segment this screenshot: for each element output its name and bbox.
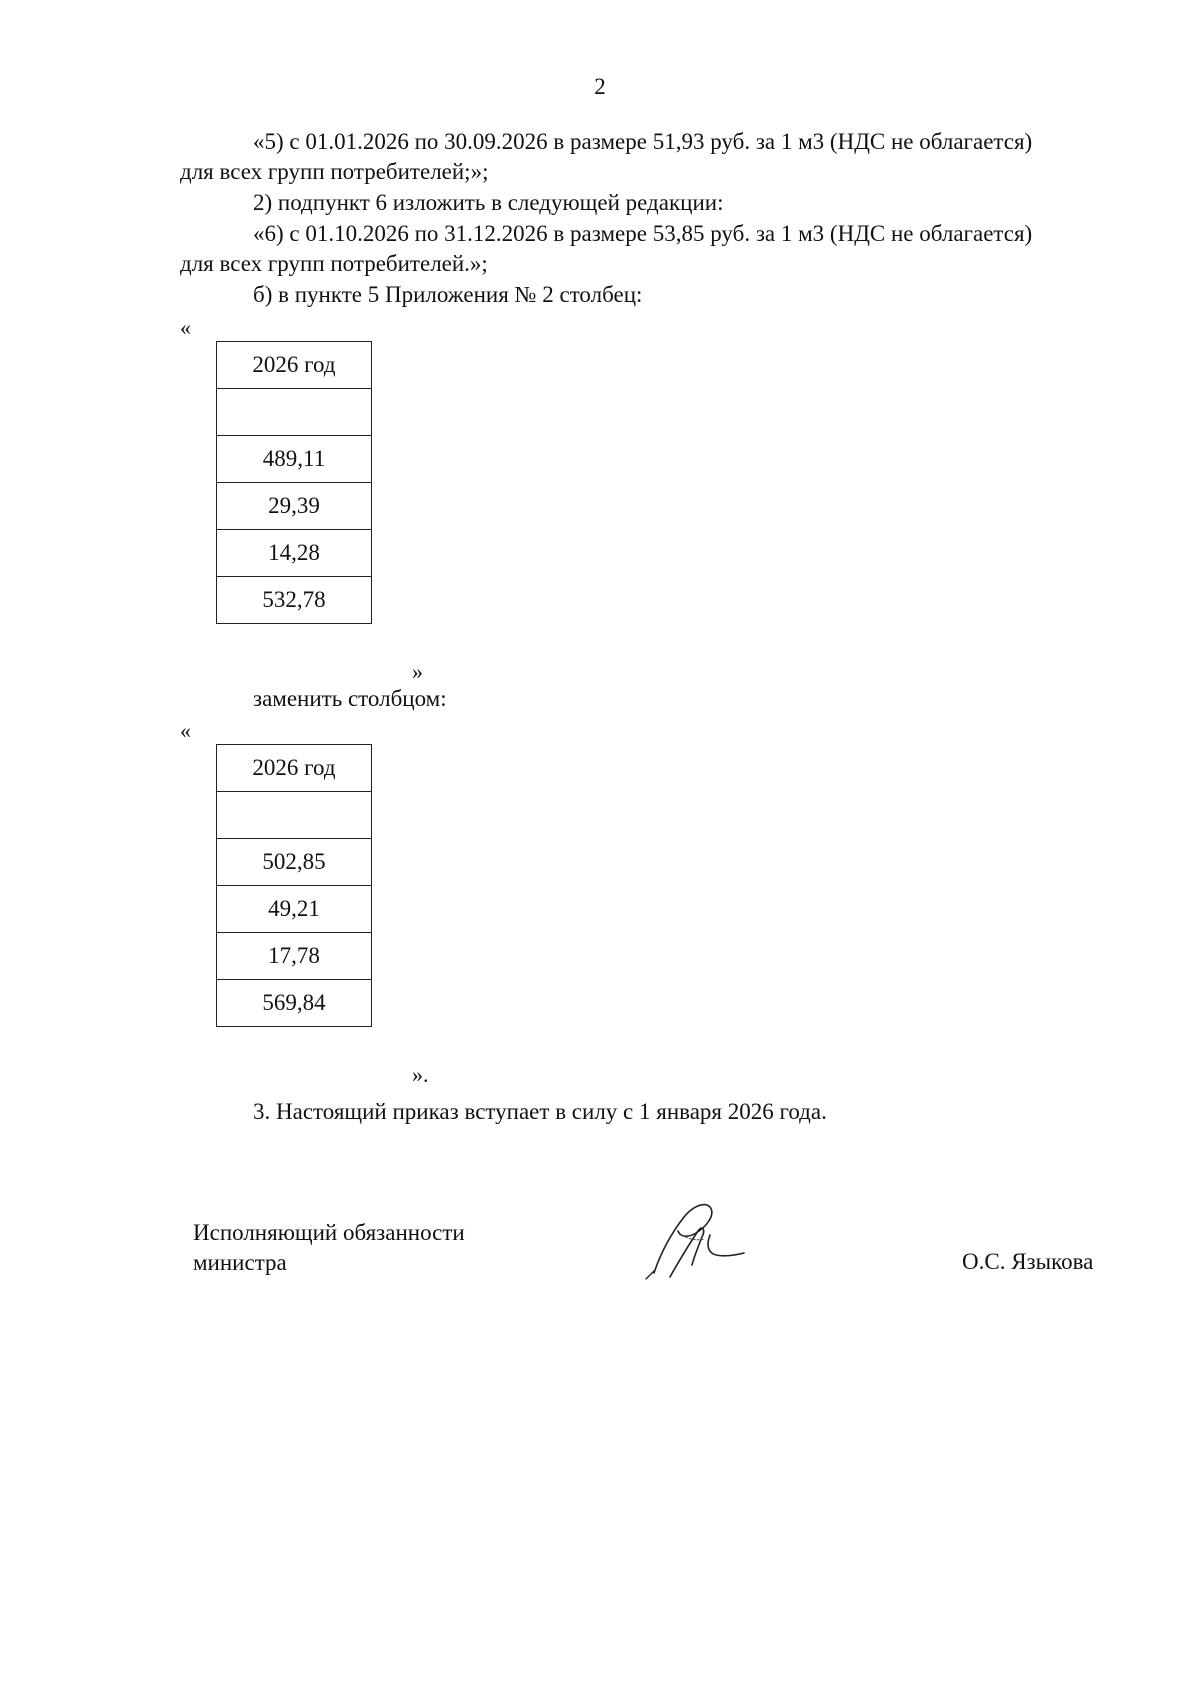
table-row (217, 980, 372, 1027)
table-row (217, 577, 372, 624)
old-column-cell: 489,11 (217, 436, 372, 483)
paragraph-item-5-line1: «5) с 01.01.2026 по 30.09.2026 в размере 51,93 руб. за 1 м3 (НДС не облагается) (253, 129, 1033, 154)
old-column-cell: 532,78 (217, 577, 372, 624)
paragraph-subpoint-6: 2) подпункт 6 изложить в следующей редакции: (253, 190, 724, 215)
paragraph-replace-with: заменить столбцом: (253, 686, 447, 711)
old-column-cell: 29,39 (217, 483, 372, 530)
paragraph-item-6-line2: для всех групп потребителей.»; (180, 251, 488, 276)
table-row (217, 792, 372, 839)
new-column-cell: 502,85 (217, 839, 372, 886)
table-row (217, 389, 372, 436)
close-quote-1: » (412, 659, 423, 684)
new-column-header: 2026 год (217, 745, 372, 792)
open-quote-2: « (180, 718, 191, 743)
signatory-position-line1: Исполняющий обязанности (193, 1220, 465, 1245)
table-row (217, 933, 372, 980)
table-row (217, 342, 372, 389)
close-quote-2: ». (412, 1062, 429, 1087)
new-column-table (216, 744, 372, 1027)
paragraph-effective-date: 3. Настоящий приказ вступает в силу с 1 января 2026 года. (253, 1099, 827, 1124)
old-column-cell: 14,28 (217, 530, 372, 577)
paragraph-item-6-line1: «6) с 01.10.2026 по 31.12.2026 в размере 53,85 руб. за 1 м3 (НДС не облагается) (253, 221, 1033, 246)
new-column-cell: 17,78 (217, 933, 372, 980)
paragraph-item-5-line2: для всех групп потребителей;»; (180, 159, 489, 184)
old-column-header: 2026 год (217, 342, 372, 389)
table-row (217, 436, 372, 483)
table-row (217, 483, 372, 530)
table-row (217, 745, 372, 792)
page-number: 2 (594, 74, 606, 99)
paragraph-appendix-column: б) в пункте 5 Приложения № 2 столбец: (253, 282, 643, 307)
new-column-cell (217, 792, 372, 839)
table-row (217, 886, 372, 933)
new-column-cell: 569,84 (217, 980, 372, 1027)
old-column-cell (217, 389, 372, 436)
new-column-cell: 49,21 (217, 886, 372, 933)
old-column-table (216, 341, 372, 624)
table-row (217, 839, 372, 886)
table-row (217, 530, 372, 577)
handwritten-signature (640, 1195, 760, 1285)
signatory-name: О.С. Языкова (962, 1249, 1094, 1274)
signatory-position-line2: министра (193, 1250, 287, 1275)
open-quote-1: « (180, 315, 191, 340)
